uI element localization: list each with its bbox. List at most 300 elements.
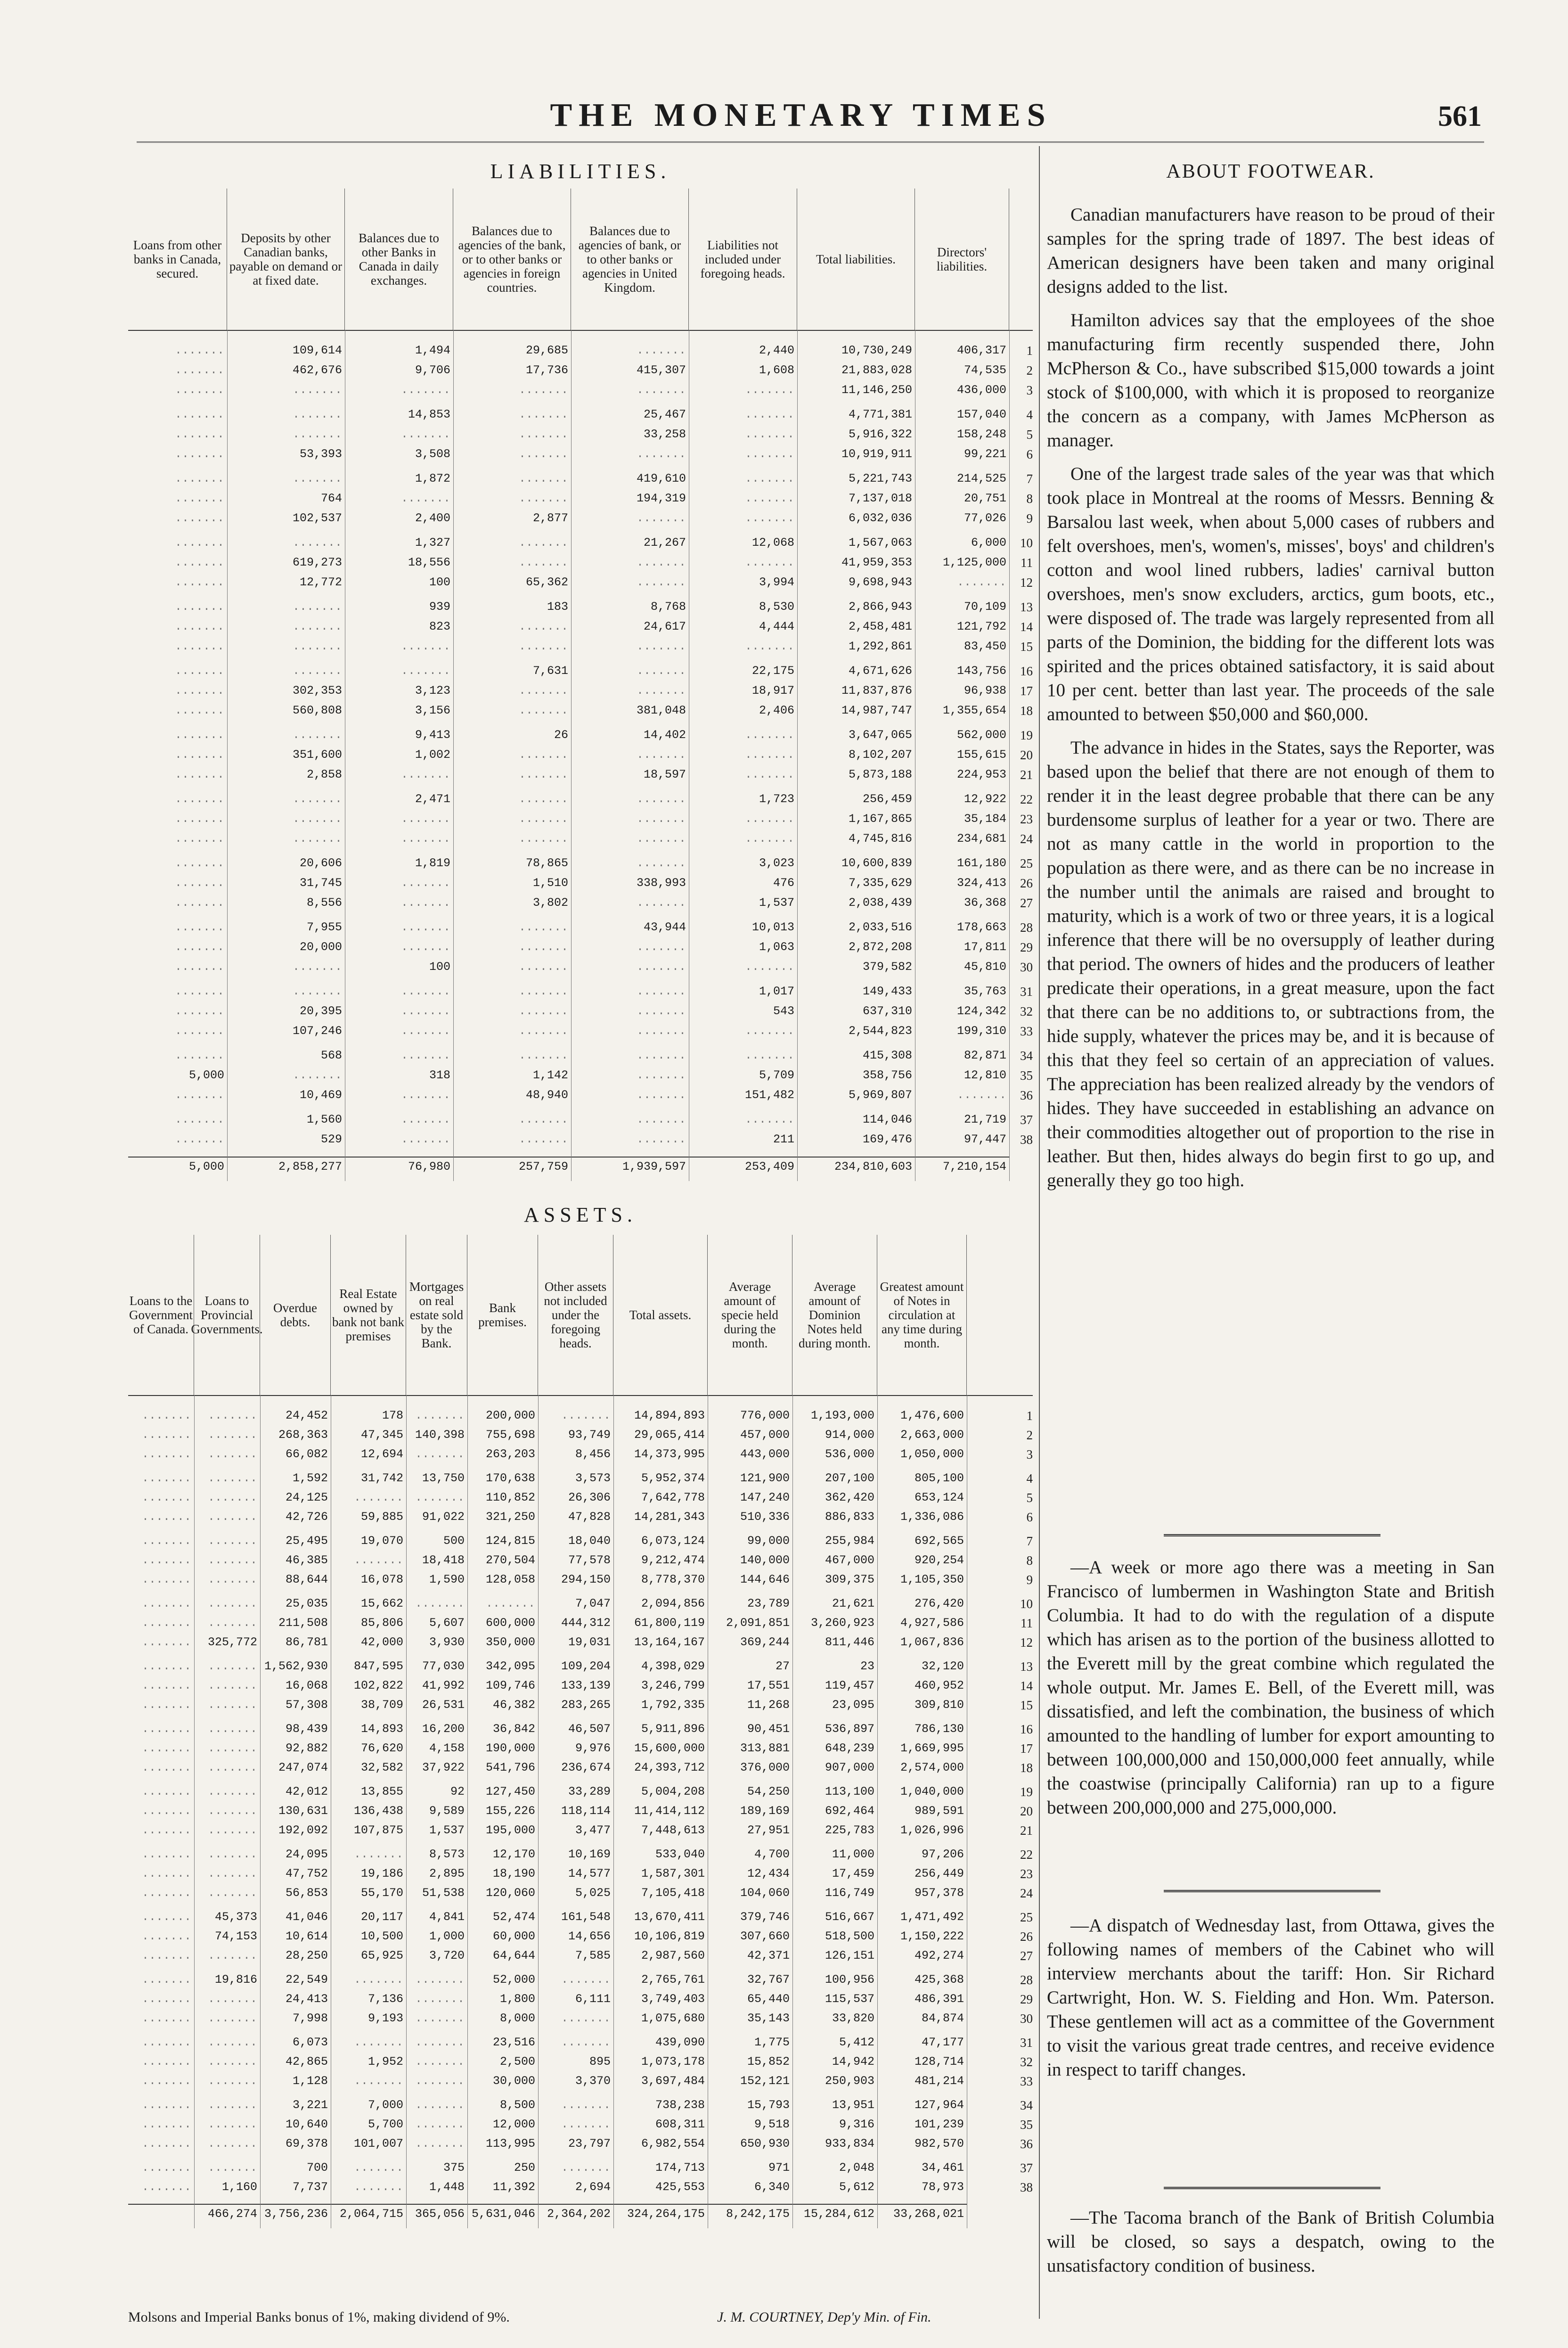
table-cell: 6,073: [292, 2036, 328, 2049]
table-cell: 533,040: [655, 1848, 705, 1861]
column-rule: [453, 330, 454, 1181]
row-number: 26: [1020, 1929, 1033, 1944]
table-cell: .......: [636, 640, 686, 653]
table-cell: 3,720: [429, 1949, 465, 1962]
table-cell: 37,922: [422, 1761, 465, 1774]
table-cell: .......: [141, 1742, 191, 1755]
table-cell: .......: [174, 1113, 224, 1126]
table-row: [128, 1949, 1033, 1962]
table-cell: 27: [775, 1660, 790, 1673]
table-cell: 425,368: [914, 1973, 964, 1987]
table-cell: .......: [207, 1699, 257, 1712]
table-cell: 23,797: [568, 2137, 611, 2151]
table-cell: 7,737: [292, 2181, 328, 2194]
table-cell: 1,142: [532, 1069, 568, 1082]
table-cell: .......: [744, 640, 794, 653]
table-cell: 481,214: [914, 2075, 964, 2088]
table-cell: 38,709: [360, 1699, 403, 1712]
table-cell: 7,448,613: [641, 1824, 705, 1837]
table-cell: 43,944: [643, 921, 686, 934]
total-cell: 7,210,154: [942, 1160, 1006, 1174]
table-cell: 76,620: [360, 1742, 403, 1755]
table-cell: .......: [174, 1025, 224, 1038]
row-number: 37: [1020, 2161, 1033, 2175]
table-cell: 107,246: [292, 1025, 342, 1038]
total-cell: 324,264,175: [627, 2208, 705, 2221]
table-cell: 516,667: [825, 1911, 874, 1924]
table-row: [128, 961, 1033, 974]
column-divider: [1039, 146, 1040, 2319]
table-cell: 608,311: [655, 2118, 705, 2131]
table-cell: .......: [207, 1472, 257, 1485]
table-cell: 207,100: [825, 1472, 874, 1485]
table-cell: 70,109: [964, 600, 1006, 614]
table-cell: 1,160: [221, 2181, 257, 2194]
table-cell: 195,000: [485, 1824, 535, 1837]
table-cell: .......: [400, 896, 450, 910]
table-cell: 10,013: [751, 921, 794, 934]
table-cell: .......: [636, 1005, 686, 1018]
column-header: Balances due to agencies of the bank, or to other banks or agencies in foreign countries.: [453, 189, 571, 330]
table-cell: 55,170: [360, 1887, 403, 1900]
table-cell: 18,040: [568, 1535, 611, 1548]
column-rule: [613, 1395, 614, 2228]
table-cell: 13,670,411: [634, 1911, 705, 1924]
table-cell: 381,048: [636, 704, 686, 717]
table-cell: 42,000: [360, 1636, 403, 1649]
table-cell: 21,719: [964, 1113, 1006, 1126]
table-cell: .......: [636, 1069, 686, 1082]
row-number: 2: [1026, 363, 1033, 378]
column-header: Balances due to agencies of bank, or to other banks or agencies in United Kingdom.: [571, 189, 689, 330]
table-cell: .......: [415, 2012, 465, 2025]
table-cell: .......: [174, 448, 224, 461]
table-cell: .......: [141, 1973, 191, 1987]
table-row: [128, 620, 1033, 633]
total-cell: 3,756,236: [264, 2208, 328, 2221]
table-cell: 351,600: [292, 748, 342, 762]
column-rule: [797, 330, 798, 1181]
table-cell: 7,631: [532, 665, 568, 678]
table-cell: 97,206: [921, 1848, 964, 1861]
row-number: 20: [1020, 1804, 1033, 1818]
table-cell: 9,518: [754, 2118, 790, 2131]
row-number: 5: [1026, 427, 1033, 442]
table-cell: 1,952: [368, 2055, 403, 2069]
table-cell: 46,507: [568, 1723, 611, 1736]
table-cell: 12,810: [964, 1069, 1006, 1082]
table-cell: .......: [744, 556, 794, 569]
table-cell: 29,065,414: [634, 1429, 705, 1442]
table-cell: 124,342: [956, 1005, 1006, 1018]
table-cell: .......: [744, 428, 794, 441]
table-cell: 211,508: [278, 1617, 328, 1630]
table-cell: .......: [956, 1089, 1006, 1102]
table-cell: 3,370: [575, 2075, 611, 2088]
article-intro: [1047, 203, 1494, 1202]
table-cell: 7,585: [575, 1949, 611, 1962]
totals-row: [128, 2208, 1033, 2221]
table-cell: 13,164,167: [634, 1636, 705, 1649]
table-cell: 10,169: [568, 1848, 611, 1861]
table-cell: 8,500: [499, 2099, 535, 2112]
table-row: [128, 985, 1033, 998]
table-row: [128, 1867, 1033, 1880]
total-cell: 15,284,612: [803, 2208, 874, 2221]
table-cell: 444,312: [561, 1617, 611, 1630]
column-header: Average amount of specie held during the month.: [708, 1235, 792, 1395]
table-row: [128, 344, 1033, 357]
table-cell: 35,184: [964, 813, 1006, 826]
row-number: 38: [1020, 2180, 1033, 2194]
row-number: 16: [1020, 1722, 1033, 1736]
table-cell: .......: [636, 576, 686, 589]
table-cell: 562,000: [956, 729, 1006, 742]
table-cell: .......: [292, 813, 342, 826]
table-cell: .......: [744, 384, 794, 397]
table-row: [128, 1973, 1033, 1987]
masthead: THE MONETARY TIMES: [550, 97, 1052, 133]
table-cell: 66,082: [285, 1448, 328, 1461]
table-cell: 2,033,516: [848, 921, 912, 934]
table-row: [128, 832, 1033, 846]
row-number: 20: [1020, 748, 1033, 762]
table-cell: .......: [561, 2118, 611, 2131]
table-cell: 307,660: [740, 1930, 790, 1943]
table-cell: 462,676: [292, 364, 342, 377]
table-cell: 510,336: [740, 1511, 790, 1524]
table-cell: 358,756: [862, 1069, 912, 1082]
table-cell: 92,882: [285, 1742, 328, 1755]
table-cell: 6,032,036: [848, 512, 912, 525]
table-cell: 19,070: [360, 1535, 403, 1548]
column-rule: [571, 330, 572, 1181]
table-cell: 16,078: [360, 1573, 403, 1586]
row-number: 30: [1020, 960, 1033, 974]
table-cell: 2,471: [415, 793, 450, 806]
table-cell: .......: [207, 1824, 257, 1837]
table-cell: 1,067,836: [900, 1636, 964, 1649]
table-cell: 309,810: [914, 1699, 964, 1712]
column-header: Overdue debts.: [260, 1235, 331, 1395]
table-row: [128, 1911, 1033, 1924]
table-cell: 99,221: [964, 448, 1006, 461]
table-cell: .......: [174, 472, 224, 485]
table-cell: 47,345: [360, 1429, 403, 1442]
table-cell: 41,992: [422, 1679, 465, 1692]
table-cell: 24,125: [285, 1491, 328, 1504]
table-cell: 9,212,474: [641, 1554, 705, 1567]
table-cell: 65,925: [360, 1949, 403, 1962]
table-cell: 325,772: [207, 1636, 257, 1649]
table-row: [128, 1133, 1033, 1146]
table-cell: 23,095: [832, 1699, 874, 1712]
table-cell: 36,842: [492, 1723, 535, 1736]
table-row: [128, 1005, 1033, 1018]
row-number: 34: [1020, 1049, 1033, 1063]
table-cell: 143,756: [956, 665, 1006, 678]
table-cell: 10,730,249: [841, 344, 912, 357]
table-cell: .......: [141, 1554, 191, 1567]
table-cell: .......: [207, 1887, 257, 1900]
table-cell: 755,698: [485, 1429, 535, 1442]
table-cell: 7,137,018: [848, 492, 912, 505]
table-row: [128, 1069, 1033, 1082]
table-cell: 7,047: [575, 1597, 611, 1610]
table-cell: 36,368: [964, 896, 1006, 910]
article-separator: [1164, 2187, 1380, 2189]
table-cell: 1,476,600: [900, 1409, 964, 1422]
table-cell: .......: [744, 408, 794, 421]
table-cell: 338,993: [636, 877, 686, 890]
table-cell: 124,815: [485, 1535, 535, 1548]
table-cell: 26,306: [568, 1491, 611, 1504]
table-cell: .......: [415, 2099, 465, 2112]
table-cell: 26: [554, 729, 568, 742]
table-cell: 11,146,250: [841, 384, 912, 397]
table-cell: 1,336,086: [900, 1511, 964, 1524]
table-cell: 492,274: [914, 1949, 964, 1962]
column-header: Balances due to other Banks in Canada in daily exchanges.: [345, 189, 453, 330]
table-cell: 247,074: [278, 1761, 328, 1774]
table-cell: 4,444: [759, 620, 794, 633]
table-cell: .......: [141, 2099, 191, 2112]
total-cell: 365,056: [415, 2208, 465, 2221]
table-cell: 119,457: [825, 1679, 874, 1692]
table-cell: 100: [429, 576, 450, 589]
table-cell: 88,644: [285, 1573, 328, 1586]
table-cell: .......: [292, 536, 342, 550]
table-cell: 14,893: [360, 1723, 403, 1736]
table-cell: 1,050,000: [900, 1448, 964, 1461]
table-cell: 102,822: [353, 1679, 403, 1692]
table-cell: 6,340: [754, 2181, 790, 2194]
table-cell: .......: [400, 1049, 450, 1062]
tacoma-item: [1047, 2206, 1494, 2287]
row-number: 12: [1020, 1635, 1033, 1650]
table-cell: 486,391: [914, 1993, 964, 2006]
table-cell: 12,170: [492, 1848, 535, 1861]
row-number: 26: [1020, 876, 1033, 890]
row-number: 4: [1026, 408, 1033, 422]
table-row: [128, 729, 1033, 742]
table-cell: .......: [636, 1049, 686, 1062]
total-cell: 5,631,046: [471, 2208, 535, 2221]
table-cell: 10,500: [360, 1930, 403, 1943]
table-cell: 283,265: [561, 1699, 611, 1712]
table-cell: 21,883,028: [841, 364, 912, 377]
table-cell: 324,413: [956, 877, 1006, 890]
table-cell: 136,438: [353, 1805, 403, 1818]
table-cell: 190,000: [485, 1742, 535, 1755]
table-cell: 120,060: [485, 1887, 535, 1900]
table-cell: 3,508: [415, 448, 450, 461]
table-cell: 199,310: [956, 1025, 1006, 1038]
table-cell: 109,746: [485, 1679, 535, 1692]
table-cell: .......: [292, 600, 342, 614]
table-cell: .......: [636, 512, 686, 525]
table-row: [128, 1472, 1033, 1485]
table-cell: .......: [415, 2137, 465, 2151]
table-cell: 10,106,819: [634, 1930, 705, 1943]
table-cell: .......: [400, 1113, 450, 1126]
table-cell: .......: [292, 793, 342, 806]
table-row: [128, 1993, 1033, 2006]
table-cell: 439,090: [655, 2036, 705, 2049]
row-number: 22: [1020, 1847, 1033, 1862]
table-cell: .......: [292, 472, 342, 485]
table-cell: 3,573: [575, 1472, 611, 1485]
table-cell: 19,031: [568, 1636, 611, 1649]
table-cell: 127,450: [485, 1785, 535, 1798]
row-number: 17: [1020, 1741, 1033, 1756]
table-row: [128, 428, 1033, 441]
table-row: [128, 921, 1033, 934]
table-cell: 9,413: [415, 729, 450, 742]
table-cell: .......: [141, 1993, 191, 2006]
table-cell: .......: [400, 384, 450, 397]
table-cell: 46,382: [492, 1699, 535, 1712]
table-cell: 5,000: [188, 1069, 224, 1082]
table-cell: 764: [320, 492, 342, 505]
table-cell: 149,433: [862, 985, 912, 998]
total-cell: 33,268,021: [893, 2208, 964, 2221]
page-number: 561: [1438, 100, 1482, 132]
table-cell: 6,000: [971, 536, 1006, 550]
table-cell: 1,562,930: [264, 1660, 328, 1673]
table-cell: 52,474: [492, 1911, 535, 1924]
table-row: [128, 877, 1033, 890]
table-cell: 6,111: [575, 1993, 611, 2006]
table-cell: 10,600,839: [841, 857, 912, 870]
table-cell: 738,238: [655, 2099, 705, 2112]
table-cell: 25,467: [643, 408, 686, 421]
table-cell: 2,877: [532, 512, 568, 525]
table-cell: .......: [518, 428, 568, 441]
table-cell: 637,310: [862, 1005, 912, 1018]
table-cell: 13,855: [360, 1785, 403, 1798]
table-row: [128, 1573, 1033, 1586]
table-cell: 86,781: [285, 1636, 328, 1649]
table-cell: .......: [141, 2055, 191, 2069]
table-cell: .......: [518, 384, 568, 397]
table-cell: .......: [207, 1573, 257, 1586]
table-cell: .......: [174, 896, 224, 910]
table-row: [128, 536, 1033, 550]
table-cell: 24,413: [285, 1993, 328, 2006]
table-cell: 27,951: [747, 1824, 790, 1837]
table-cell: .......: [207, 2099, 257, 2112]
table-cell: 619,273: [292, 556, 342, 569]
table-cell: .......: [561, 1973, 611, 1987]
table-cell: .......: [518, 748, 568, 762]
table-cell: .......: [636, 941, 686, 954]
totals-rule: [128, 1157, 1009, 1158]
table-cell: 1,537: [759, 896, 794, 910]
article-paragraph: —A week or more ago there was a meeting in San Francisco of lumbermen in Washington State and British Columbia. It had to do with the regulation of a dispute which has arisen as to the portion of the business allotted to the Everett mill by the great combine which regulated the whole output. Mr. James E. Bell, of the Everett mill, was dissatisfied, and left the combination, the business of which amounted to the handling of lumber for export amounting to between 100,000,000 and 150,000,000 feet annually, while the coastwise (principally California) ran up to a figure between 200,000,000 and 275,000,000.: [1047, 1557, 1494, 1818]
table-cell: .......: [292, 640, 342, 653]
table-cell: 35,143: [747, 2012, 790, 2025]
table-cell: .......: [174, 921, 224, 934]
table-cell: .......: [207, 1511, 257, 1524]
row-number: 31: [1020, 985, 1033, 999]
table-cell: 971: [768, 2161, 790, 2175]
table-cell: 192,092: [278, 1824, 328, 1837]
table-cell: 4,841: [429, 1911, 465, 1924]
table-cell: .......: [207, 1761, 257, 1774]
table-cell: .......: [561, 2099, 611, 2112]
table-cell: 113,100: [825, 1785, 874, 1798]
table-cell: 313,881: [740, 1742, 790, 1755]
table-cell: 12,772: [299, 576, 342, 589]
table-cell: .......: [207, 1409, 257, 1422]
table-cell: 692,565: [914, 1535, 964, 1548]
table-cell: .......: [956, 576, 1006, 589]
table-cell: 45,373: [214, 1911, 257, 1924]
article-paragraph: Hamilton advices say that the employees of the shoe manufacturing firm recently suspended there, John McPherson & Co., have subscribed $15,000 towards a joint stock of $100,000, with which it is proposed to reorganize the concern as a company, with James McPherson as manager.: [1047, 310, 1494, 451]
table-cell: 1,026,996: [900, 1824, 964, 1837]
table-cell: 16,200: [422, 1723, 465, 1736]
table-cell: .......: [292, 961, 342, 974]
article-paragraph: One of the largest trade sales of the year was that which took place in Montreal at the rooms of Messrs. Benning & Barsalou last week, when about 5,000 cases of rubbers and felt overshoes, men's, women's, misses', boys' and children's cotton and wool lined rubbers, ladies' carnival button overshoes, men's snow excluders, arctics, gum boots, etc., were disposed of. The trade was largely represented from all parts of the Dominion, the bidding for the different lots was spirited and the prices obtained satisfactory, it is said about 10 per cent. better than last year. The proceeds of the sale amounted to between $50,000 and $60,000.: [1047, 464, 1494, 724]
table-cell: 15,793: [747, 2099, 790, 2112]
table-cell: 376,000: [740, 1761, 790, 1774]
table-row: [128, 793, 1033, 806]
table-cell: .......: [518, 1005, 568, 1018]
table-cell: 42,865: [285, 2055, 328, 2069]
table-row: [128, 408, 1033, 421]
table-cell: .......: [141, 1887, 191, 1900]
table-cell: 1,292,861: [848, 640, 912, 653]
table-cell: .......: [518, 640, 568, 653]
table-cell: .......: [636, 832, 686, 846]
row-number: 24: [1020, 832, 1033, 846]
table-cell: 183: [547, 600, 568, 614]
table-cell: .......: [207, 1429, 257, 1442]
table-cell: .......: [141, 2137, 191, 2151]
table-cell: 17,811: [964, 941, 1006, 954]
table-cell: 8,530: [759, 600, 794, 614]
table-row: [128, 1491, 1033, 1504]
row-number: 32: [1020, 1004, 1033, 1018]
table-cell: 20,000: [299, 941, 342, 954]
table-cell: 568: [320, 1049, 342, 1062]
table-cell: .......: [744, 961, 794, 974]
table-cell: 1,075,680: [641, 2012, 705, 2025]
table-cell: 2,574,000: [900, 1761, 964, 1774]
table-cell: 18,597: [643, 768, 686, 781]
table-cell: .......: [415, 1448, 465, 1461]
table-cell: .......: [400, 813, 450, 826]
table-cell: .......: [636, 556, 686, 569]
column-header: Loans from other banks in Canada, secured.: [128, 189, 227, 330]
total-cell: 234,810,603: [834, 1160, 912, 1174]
table-cell: 234,681: [956, 832, 1006, 846]
table-cell: .......: [207, 1805, 257, 1818]
table-cell: 14,987,747: [841, 704, 912, 717]
table-cell: 174,713: [655, 2161, 705, 2175]
table-cell: 23,516: [492, 2036, 535, 2049]
table-cell: 93,749: [568, 1429, 611, 1442]
table-cell: .......: [744, 748, 794, 762]
table-cell: 17,551: [747, 1679, 790, 1692]
column-rule: [227, 330, 228, 1181]
table-cell: 161,548: [561, 1911, 611, 1924]
table-row: [128, 1742, 1033, 1755]
table-cell: .......: [174, 985, 224, 998]
table-cell: 51,538: [422, 1887, 465, 1900]
article-paragraph: The advance in hides in the States, says the Reporter, was based upon the belief that there are not enough of them to render it in the least degree probable that there can be any burdensome surplus of leather for a year or two. There are not as many cattle in the world in proportion to the population as there were, and as there can be no increase in the number until the animals are raised and brought to maturity, which is a work of two or three years, it is a logical inference that there will be no oversupply of leather during that period. The owners of hides and the producers of leather predicate their operations, in a great measure, upon the fact that there can be no additions to, or subtractions from, the hide supply, whatever the prices may be, and it is because of this that they feel so certain of an appreciation of values. The appreciation has been realized already by the vendors of hides. They have succeeded in establishing an advance on their commodities altogether out of proportion to the rise in leather. But then, hides always do begin first to go up, and generally they go too high.: [1047, 738, 1494, 1190]
